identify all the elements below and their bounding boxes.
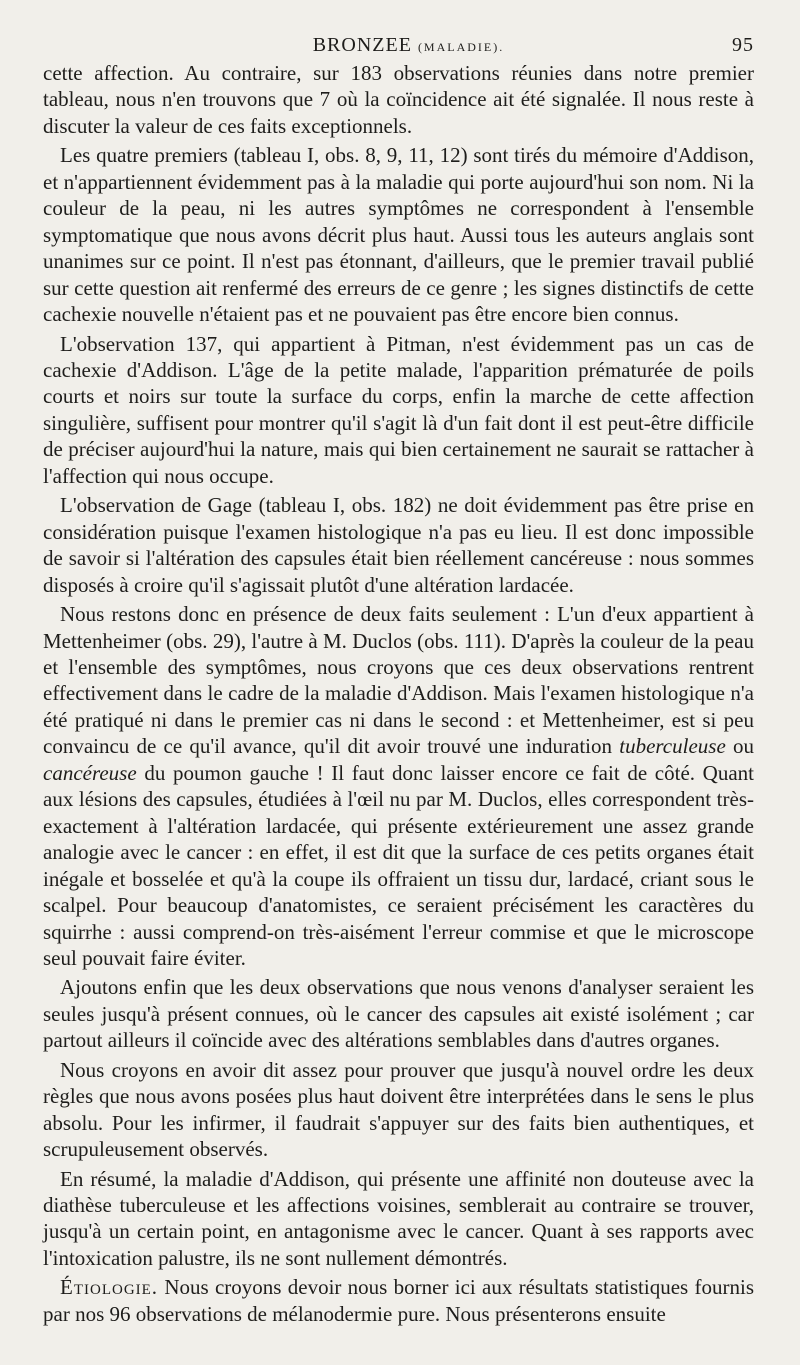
paragraph-text: du poumon gauche ! Il faut donc laisser encore ce fait de côté. Quant aux lésions des capsules, étudiées à l'œil nu par M. Duclos, elles correspondent très-exactement à l'altération lardacée, qui présente extérieurement une assez grande analogie avec le cancer : en effet, il est dit que la surface de ces petits organes était inégale et bosselée et qu'à la coupe ils offraient un tissu dur, lardacé, criant sous le scalpel. Pour beaucoup d'anatomistes, ce seraient précisément les caractères du squirrhe : aussi comprend-on très-aisément l'erreur commise et que le microscope seul pouvait faire éviter. xyxy=(43,760,754,970)
section-label: Étiologie. xyxy=(60,1275,159,1300)
paragraph-text: Nous restons donc en présence de deux faits seulement : L'un d'eux appartient à Mettenheimer (obs. 29), l'autre à M. Duclos (obs. 111). D'après la couleur de la peau et l'ensemble des symptômes, nous croyons que ces deux observations rentrent effectivement dans le cadre de la maladie d'Addison. Mais l'examen histologique n'a été pratiqué ni dans le premier cas ni dans le second : et Mettenheimer, est si peu convaincu de ce qu'il avance, qu'il dit avoir trouvé une induration xyxy=(43,602,754,759)
page-number: 95 xyxy=(732,34,754,56)
paragraph: Les quatre premiers (tableau I, obs. 8, 9, 11, 12) sont tirés du mémoire d'Addison, et n'appartiennent évidemment pas à la maladie qui porte aujourd'hui son nom. Ni la couleur de la peau, ni les autres symptômes ne correspondent à l'ensemble symptomatique que nous avons décrit plus haut. Aussi tous les auteurs anglais sont unanimes sur ce point. Il n'est pas étonnant, d'ailleurs, que le premier travail publié sur cette question ait renfermé des erreurs de ce genre ; les signes distinctifs de cette cachexie nouvelle n'étaient pas et ne pouvaient pas être encore bien connus. xyxy=(43,143,754,327)
paragraph: L'observation de Gage (tableau I, obs. 182) ne doit évidemment pas être prise en considération puisque l'examen histologique n'a pas eu lieu. Il est donc impossible de savoir si l'altération des capsules était bien réellement cancéreuse : nous sommes disposés à croire qu'il s'agissait plutôt d'une altération lardacée. xyxy=(43,493,754,597)
body-text xyxy=(43,60,754,1327)
italic-term: cancéreuse xyxy=(43,760,137,785)
italic-term: tuberculeuse xyxy=(619,734,726,759)
paragraph: En résumé, la maladie d'Addison, qui présente une affinité non douteuse avec la diathèse tuberculeuse et les affections voisines, semblerait au contraire se trouver, jusqu'à un certain point, en antagonisme avec le cancer. Quant à ses rapports avec l'intoxication palustre, ils ne sont nullement démontrés. xyxy=(43,1166,754,1270)
paragraph-text: Nous croyons devoir nous borner ici aux résultats statistiques fournis par nos 96 observations de mélanodermie pure. Nous présenterons ensuite xyxy=(43,1275,754,1326)
paragraph: Nous croyons en avoir dit assez pour prouver que jusqu'à nouvel ordre les deux règles que nous avons posées plus haut doivent être interprétées dans le sens le plus absolu. Pour les infirmer, il faudrait s'appuyer sur des faits bien authentiques, et scrupuleusement observés. xyxy=(43,1057,754,1162)
running-title xyxy=(313,34,505,57)
running-title-sub: (MALADIE). xyxy=(417,40,505,54)
running-title-main: BRONZEE xyxy=(312,34,412,56)
paragraph: Ajoutons enfin que les deux observations que nous venons d'analyser seraient les seules jusqu'à présent connues, où le cancer des capsules ait existé isolément ; car partout ailleurs il coïncide avec des altérations semblables dans d'autres organes. xyxy=(43,975,754,1053)
paragraph xyxy=(43,1274,754,1327)
paragraph: cette affection. Au contraire, sur 183 observations réunies dans notre premier tableau, nous n'en trouvons que 7 où la coïncidence ait été signalée. Il nous reste à discuter la valeur de ces faits exceptionnels. xyxy=(43,61,754,138)
paragraph: L'observation 137, qui appartient à Pitman, n'est évidemment pas un cas de cachexie d'Addison. L'âge de la petite malade, l'apparition prématurée de poils courts et noirs sur toute la surface du corps, enfin la marche de cette affection singulière, suffisent pour montrer qu'il s'agit là d'un fait dont il est peut-être difficile de préciser aujourd'hui la nature, mais qui bien certainement ne saurait se rattacher à l'affection qui nous occupe. xyxy=(43,331,754,488)
running-header xyxy=(43,34,754,60)
paragraph xyxy=(43,601,754,971)
paragraph-text: ou xyxy=(725,734,755,759)
